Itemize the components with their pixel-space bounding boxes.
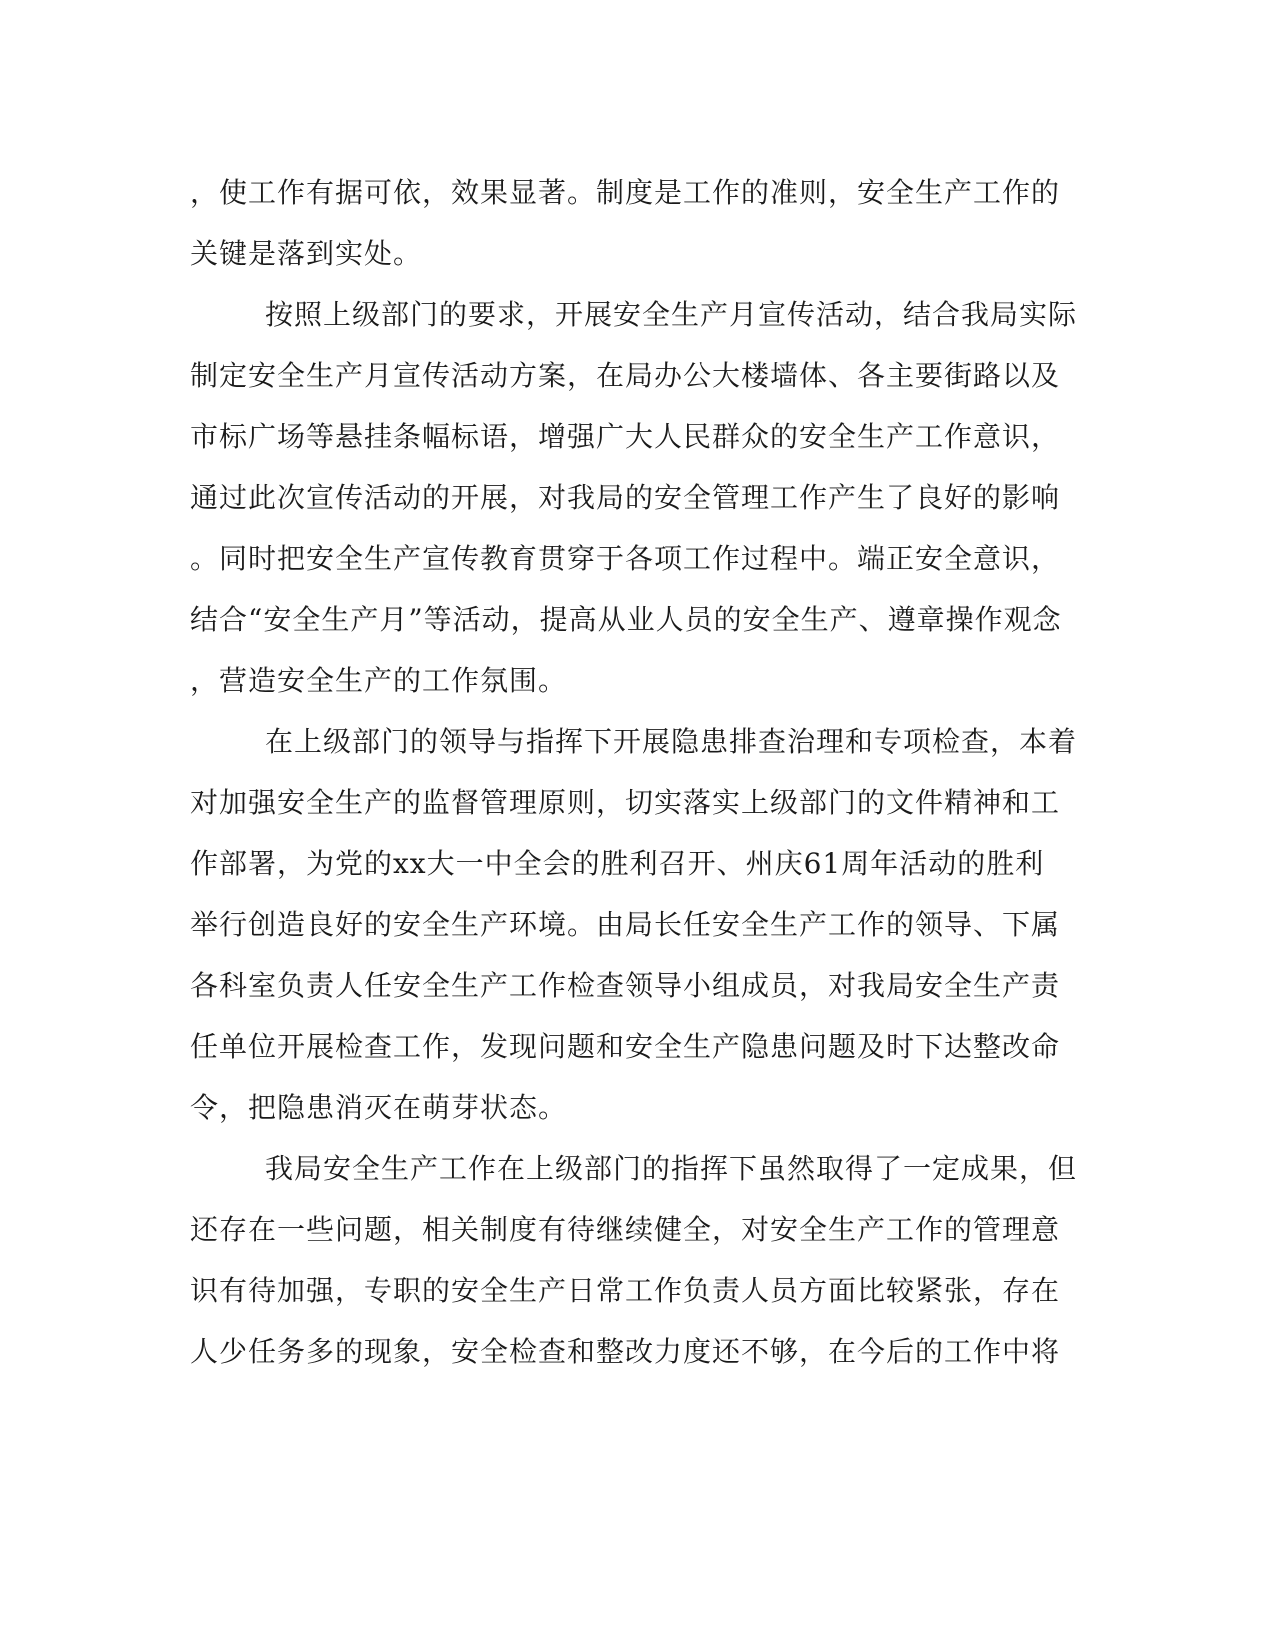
text-line: 。同时把安全生产宣传教育贯穿于各项工作过程中。端正安全意识， [190,542,1061,575]
text-line: 举行创造良好的安全生产环境。由局长任安全生产工作的领导、下属 [190,908,1061,941]
paragraph-start-line: 我局安全生产工作在上级部门的指挥下虽然取得了一定成果，但 [265,1152,1078,1185]
text-line: ，营造安全生产的工作氛围。 [190,664,568,697]
text-line: ，使工作有据可依，效果显著。制度是工作的准则，安全生产工作的 [190,176,1061,209]
text-line: 各科室负责人任安全生产工作检查领导小组成员，对我局安全生产责 [190,969,1061,1002]
body-text [190,162,1090,1382]
text-line: 结合“安全生产月”等活动，提高从业人员的安全生产、遵章操作观念 [190,603,1062,636]
text-line: 对加强安全生产的监督管理原则，切实落实上级部门的文件精神和工 [190,786,1061,819]
text-line: 关键是落到实处。 [190,237,423,270]
text-line: 令，把隐患消灭在萌芽状态。 [190,1091,568,1124]
text-line: 制定安全生产月宣传活动方案，在局办公大楼墙体、各主要街路以及 [190,359,1061,392]
text-line: 通过此次宣传活动的开展，对我局的安全管理工作产生了良好的影响 [190,481,1061,514]
paragraph-start-line: 在上级部门的领导与指挥下开展隐患排查治理和专项检查，本着 [265,725,1078,758]
text-line: 作部署，为党的xx大一中全会的胜利召开、州庆61周年活动的胜利 [190,847,1045,880]
text-line: 识有待加强，专职的安全生产日常工作负责人员方面比较紧张，存在 [190,1274,1061,1307]
text-line: 市标广场等悬挂条幅标语，增强广大人民群众的安全生产工作意识， [190,420,1061,453]
text-line: 任单位开展检查工作，发现问题和安全生产隐患问题及时下达整改命 [190,1030,1061,1063]
paragraph-start-line: 按照上级部门的要求，开展安全生产月宣传活动，结合我局实际 [265,298,1078,331]
text-line: 人少任务多的现象，安全检查和整改力度还不够，在今后的工作中将 [190,1335,1061,1368]
text-line: 还存在一些问题，相关制度有待继续健全，对安全生产工作的管理意 [190,1213,1061,1246]
